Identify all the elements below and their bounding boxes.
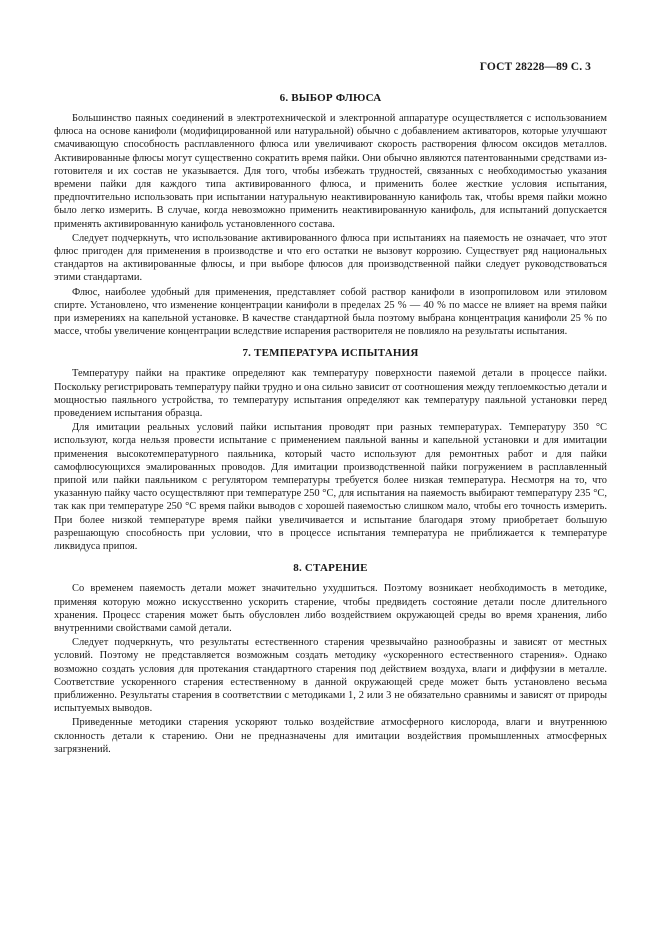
paragraph: Большинство паяных соединений в электротехнической и электронной аппаратуре осуществляется с использованием флюса на основе канифоли (модифицированной или натуральной) обычно с добавлением активаторов, которые улучшают смачивающую способность расплавленного флюса или увеличивают скорость растворения флюсом оксидов металлов. Активированные флюсы могут существенно сократить время пайки. Они обычно являются патентованными средствами изготовителя и их состав не указывается. Для того, чтобы избежать трудностей, связанных с необходимостью указания времени пайки для каждого типа активированного флюса, и применить более жесткие условия испытания, предпочтительно использовать при испытании натуральную неактивированную канифоль так, чтобы время пайки можно было легко измерить. В случае, когда невозможно применить неактивированную канифоль, для испытаний допускается применять активированную канифоль установленного состава.: [54, 113, 607, 230]
section-title: 7. ТЕМПЕРАТУРА ИСПЫТАНИЯ: [242, 347, 419, 360]
paragraph: Со временем паяемость детали может значительно ухудшиться. Поэтому возникает необходимость в методике, применяя которую можно искусственно ускорить старение, чтобы предвидеть состояние детали после длительного хранения. Процесс старения может быть обусловлен либо воздействием окружающей среды во время хранения, либо внутренними свойствами самой детали.: [54, 583, 607, 634]
section-test-temperature: [54, 347, 607, 553]
document-body: [54, 92, 607, 765]
paragraph: Для имитации реальных условий пайки испытания проводят при разных температурах. Температуру 350 °С используют, когда нельзя провести испытание с применением паяльной ванны и капельной установки и для имитации применения высокотемпературного паяльника, который часто используют для ремонтных работ и для пайки самофлюсующихся эмалированных проводов. Для имитации производственной пайки погружением в расплавленный припой или пайки паяльником с регулятором температуры требуется более низкая температура. Несмотря на то, что указанную пайку часто осуществляют при температуре 250 °С, для испытания на паяемость выбирают температуру 235 °С, так как при температуре 250 °С время пайки выводов с хорошей паяемостью слишком мало, чтобы его точность измерить. При более низкой температуре время пайки увеличивается и испытание благодаря этому приобретает большую разрешающую способность при условии, что в процессе испытания температура не приближается к температуре ликвидуса припоя.: [54, 422, 607, 553]
document-header: ГОСТ 28228—89 С. 3: [479, 61, 591, 73]
section-flux-selection: [54, 92, 607, 338]
paragraph: Следует подчеркнуть, что результаты естественного старения чрезвычайно разнообразны и зависят от местных условий. Поэтому не представляется возможным создать методику «ускоренного естественного старения». Однако возможно создать условия для протекания стандартного старения под действием воздуха, влаги и диффузии в металле. Соответствие ускоренного старения естественному в данной окружающей среде может быть установлено весьма приближенно. Результаты старения в соответствии с методиками 1, 2 или 3 не обязательно сравнимы и зависят от природы испытуемых выводов.: [54, 637, 607, 715]
paragraph: Температуру пайки на практике определяют как температуру поверхности паяемой детали в процессе пайки. Поскольку регистрировать температуру пайки трудно и она сильно зависит от соотношения между теплоемкостью детали и мощностью паяльного устройства, то температуру испытания определяют как температуру паяльной установки перед проведением испытания образца.: [54, 368, 607, 420]
section-aging: [54, 562, 607, 756]
section-title: 6. ВЫБОР ФЛЮСА: [279, 92, 382, 104]
paragraph: Флюс, наиболее удобный для применения, представляет собой раствор канифоли в изопропиловом или этиловом спирте. Установлено, что изменение концентрации канифоли в пределах 25 % — 40 % по массе не влияет на время пайки при измерениях на капельной установке. В качестве стандартной была поэтому выбрана концентрация канифоли 25 % по массе, чтобы увеличение концентрации вследствие испарения растворителя не повлияло на результаты испытания.: [54, 286, 607, 338]
paragraph: Приведенные методики старения ускоряют только воздействие атмосферного кислорода, влаги и внутреннюю склонность детали к старению. Они не предназначены для имитации воздействия промышленных атмосферных загрязнений.: [54, 717, 607, 755]
section-title: 8. СТАРЕНИЕ: [293, 562, 368, 575]
paragraph: Следует подчеркнуть, что использование активированного флюса при испытаниях на паяемость не означает, что этот флюс пригоден для применения в производстве и что его остатки не вызовут коррозию. Существует ряд национальных стандартов на активированные флюсы, и при выборе флюсов для производственной пайки следует руководствоваться этими стандартами.: [54, 232, 607, 284]
